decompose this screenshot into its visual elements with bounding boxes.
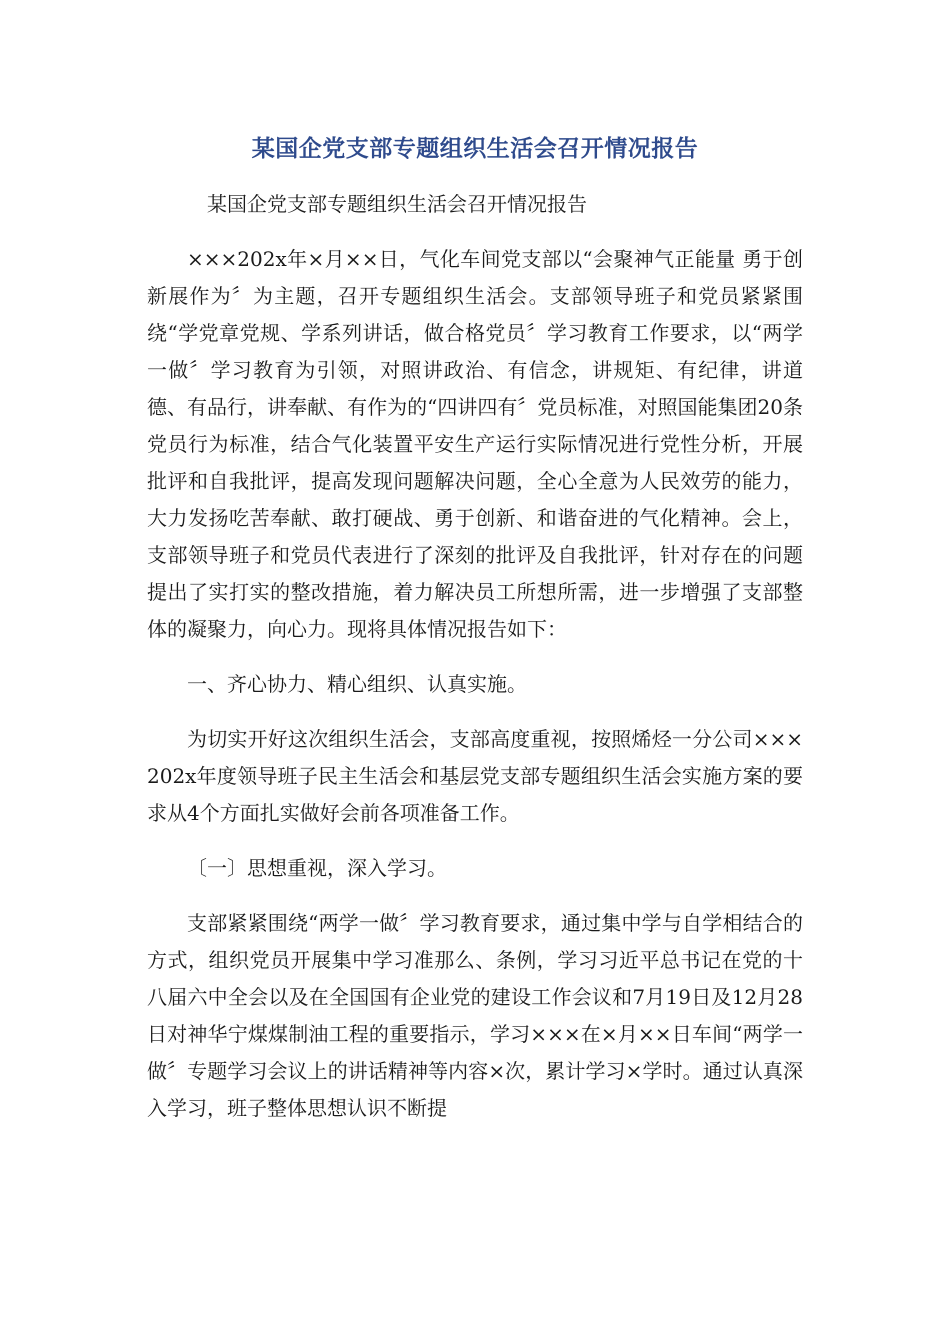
- paragraph-intro: ×××202x年×月××日，气化车间党支部以“会聚神气正能量 勇于创新展作为〞为主题，召开专题组织生活会。支部领导班子和党员紧紧围绕“学党章党规、学系列讲话，做合格党员〞学习教育工作要求，以“两学一做〞学习教育为引领，对照讲政治、有信念，讲规矩、有纪律，讲道德、有品行，讲奉献、有作为的“四讲四有〞党员标准，对照国能集团20条党员行为标准，结合气化装置平安生产运行实际情况进行党性分析，开展批评和自我批评，提高发现问题解决问题，全心全意为人民效劳的能力，大力发扬吃苦奉献、敢打硬战、勇于创新、和谐奋进的气化精神。会上，支部领导班子和党员代表进行了深刻的批评及自我批评，针对存在的问题提出了实打实的整改措施，着力解决员工所想所需，进一步增强了支部整体的凝聚力，向心力。现将具体情况报告如下：: [147, 247, 803, 641]
- document-body: [147, 186, 803, 1127]
- paragraph-study: 支部紧紧围绕“两学一做〞学习教育要求，通过集中学与自学相结合的方式，组织党员开展集中学习准那么、条例，学习习近平总书记在党的十八届六中全会以及在全国国有企业党的建设工作会议和7月19日及12月28日对神华宁煤煤制油工程的重要指示，学习×××在×月××日车间“两学一做〞专题学习会议上的讲话精神等内容×次，累计学习×学时。通过认真深入学习，班子整体思想认识不断提: [147, 911, 803, 1120]
- document-subtitle: 某国企党支部专题组织生活会召开情况报告: [207, 192, 587, 216]
- paragraph-preparation: 为切实开好这次组织生活会，支部高度重视，按照烯烃一分公司×××202x年度领导班子民主生活会和基层党支部专题组织生活会实施方案的要求从4个方面扎实做好会前各项准备工作。: [147, 727, 803, 825]
- document-title: 某国企党支部专题组织生活会召开情况报告: [251, 136, 699, 162]
- subsection-heading-1: 〔一〕思想重视，深入学习。: [187, 856, 447, 880]
- section-heading-1: 一、齐心协力、精心组织、认真实施。: [187, 672, 527, 696]
